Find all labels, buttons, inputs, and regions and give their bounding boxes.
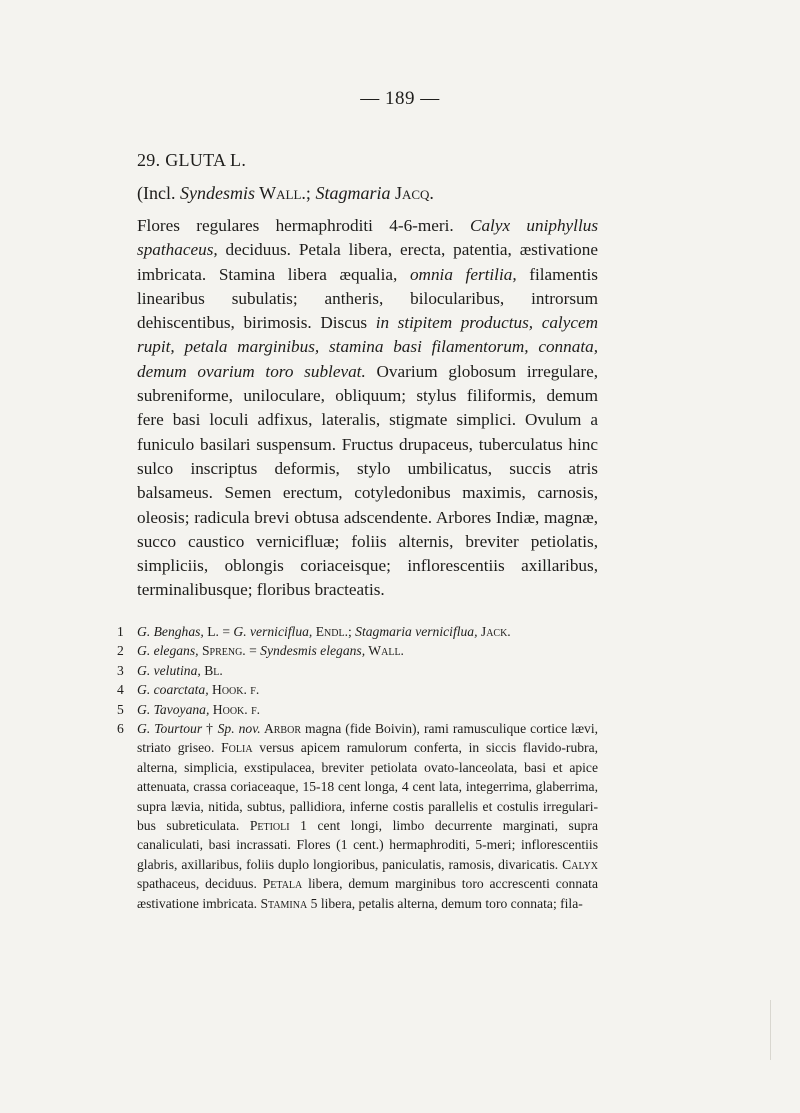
genus-description [137, 214, 598, 603]
species-name: G. Tavoyana, [137, 701, 210, 717]
synonym-author-1: Wall. [254, 183, 306, 203]
species-author: Petala [262, 876, 303, 892]
species-entry [117, 641, 598, 660]
species-entry [117, 719, 598, 913]
species-entry [117, 700, 598, 719]
species-note: 5 libera, petalis alterna, demum toro connata; fila- [307, 895, 583, 911]
species-note: ; [347, 624, 356, 639]
species-note: † [202, 721, 218, 737]
synonym-name-2: Stagmaria [315, 183, 391, 203]
species-name: G. coarctata, [137, 682, 209, 698]
species-note: magna (fide Boivin), rami ramusculique cortice lævi, striato griseo. [137, 721, 598, 756]
species-text [137, 719, 598, 913]
description-italic-segment: omnia fertilia, [409, 264, 517, 284]
genus-heading: 29. GLUTA L. [137, 150, 247, 170]
species-note: = [245, 643, 261, 659]
species-author: Stamina [260, 895, 308, 911]
synonymy-open: (Incl. [137, 183, 180, 203]
species-note: spathaceus, deciduus. [137, 876, 263, 892]
page-number: — 189 — [360, 88, 440, 109]
synonym-name-1: Syndesmis [179, 183, 255, 203]
species-author: Endl. [312, 624, 348, 639]
species-author: Bl. [200, 662, 223, 678]
species-number: 3 [117, 662, 124, 678]
species-number: 1 [117, 624, 124, 639]
description-paragraph [137, 214, 598, 603]
synonymy-line [137, 183, 434, 204]
species-note: libera, demum marginibus toro accrescenti connata æstivatione imbricata. [137, 876, 598, 911]
species-number: 4 [117, 682, 124, 698]
species-note: versus apicem ramulorum conferta, in siccis flavido-rubra, alterna, simplicia, exstipulacea, breviter petiolata ovato-lanceolata, basi et apice attenuata, crassa coriaceaque, 15-18 cent longa, 4 cent lata, integerrima, glaberrima, supra lævia, nitida, subtus, pallidiora, inferne costis parallelis et costulis irregularibus subreticulata. [137, 740, 598, 834]
species-number: 2 [117, 643, 124, 659]
species-author: Jack. [477, 624, 511, 639]
description-segment: Flores regulares hermaphroditi 4-6-meri. [137, 216, 470, 235]
species-name: G. elegans, [137, 643, 199, 659]
species-name: G. Benghas, [137, 624, 204, 639]
species-name: Stagmaria verniciflua, [355, 624, 478, 639]
species-name: Syndesmis elegans, [260, 643, 366, 659]
species-author: Petioli [249, 818, 290, 834]
species-number: 5 [117, 701, 124, 717]
species-name: Sp. nov. [217, 721, 261, 737]
description-segment: filamentis linearibus subulatis; antheris, bilocularibus, introrsum dehiscentibus, birimosis. Discus [137, 264, 598, 333]
species-entry [117, 622, 598, 641]
description-segment: Ovarium globosum irregulare, subreniforme, uniloculare, obliquum; stylus filiformis, demum fere basi loculi adfixus, lateralis, stigmate simplici. Ovulum a funiculo basilari suspensum. Fructus drupaceus, tuberculatus hinc sulco inscriptus deformis, stylo umbilicatus, succis atris balsameus. Semen erectum, cotyledonibus maximis, carnosis, oleosis; radicula brevi obtusa adscendente. Arbores Indiæ, magnæ, succo caustico vernicifluæ; foliis alternis, breviter petiolatis, simpliciis, oblongis coriaceisque; inflorescentiis axillaribus, terminalibusque; floribus bracteatis. [137, 361, 598, 600]
species-author: Arbor [260, 721, 301, 737]
species-author: Spreng. [198, 643, 246, 659]
species-author: Hook. f. [208, 682, 260, 698]
species-text [137, 661, 598, 680]
synonym-author-2: Jacq. [390, 183, 434, 203]
species-entry [117, 680, 598, 699]
description-italic-segment: Calyx uniphyllus spathaceus, [137, 216, 599, 260]
species-name: G. Tourtour [137, 721, 203, 737]
species-note: L. = [203, 624, 234, 639]
species-number: 6 [117, 721, 124, 737]
description-segment: deciduus. Petala libera, erecta, patentia, æstivatione imbricata. Stamina libera æqualia, [137, 240, 598, 284]
species-note: 1 cent longi, limbo decurrente marginati, supra canaliculati, basi incrassati. Flores (1 cent.) hermaphroditi, 5-meri; inflorescentiis glabris, axillaribus, foliis duplo longioribus, paniculatis, ramosis, divaricatis. [137, 818, 598, 872]
species-name: G. verniciflua, [233, 624, 313, 639]
species-author: Wall. [365, 643, 404, 659]
species-entry [117, 661, 598, 680]
species-author: Calyx [562, 856, 598, 872]
species-text [137, 641, 598, 660]
species-text [137, 700, 598, 719]
synonymy-separator: ; [305, 183, 316, 203]
description-italic-segment: in stipitem productus, calycem rupit, petala marginibus, stamina basi filamentorum, connata, demum ovarium toro sublevat. [137, 313, 598, 381]
species-list [117, 622, 598, 913]
species-text [137, 622, 598, 641]
page-edge-mark [770, 1000, 771, 1060]
species-author: Folia [221, 740, 253, 756]
species-author: Hook. f. [209, 701, 261, 717]
species-text [137, 680, 598, 699]
species-name: G. velutina, [137, 662, 201, 678]
